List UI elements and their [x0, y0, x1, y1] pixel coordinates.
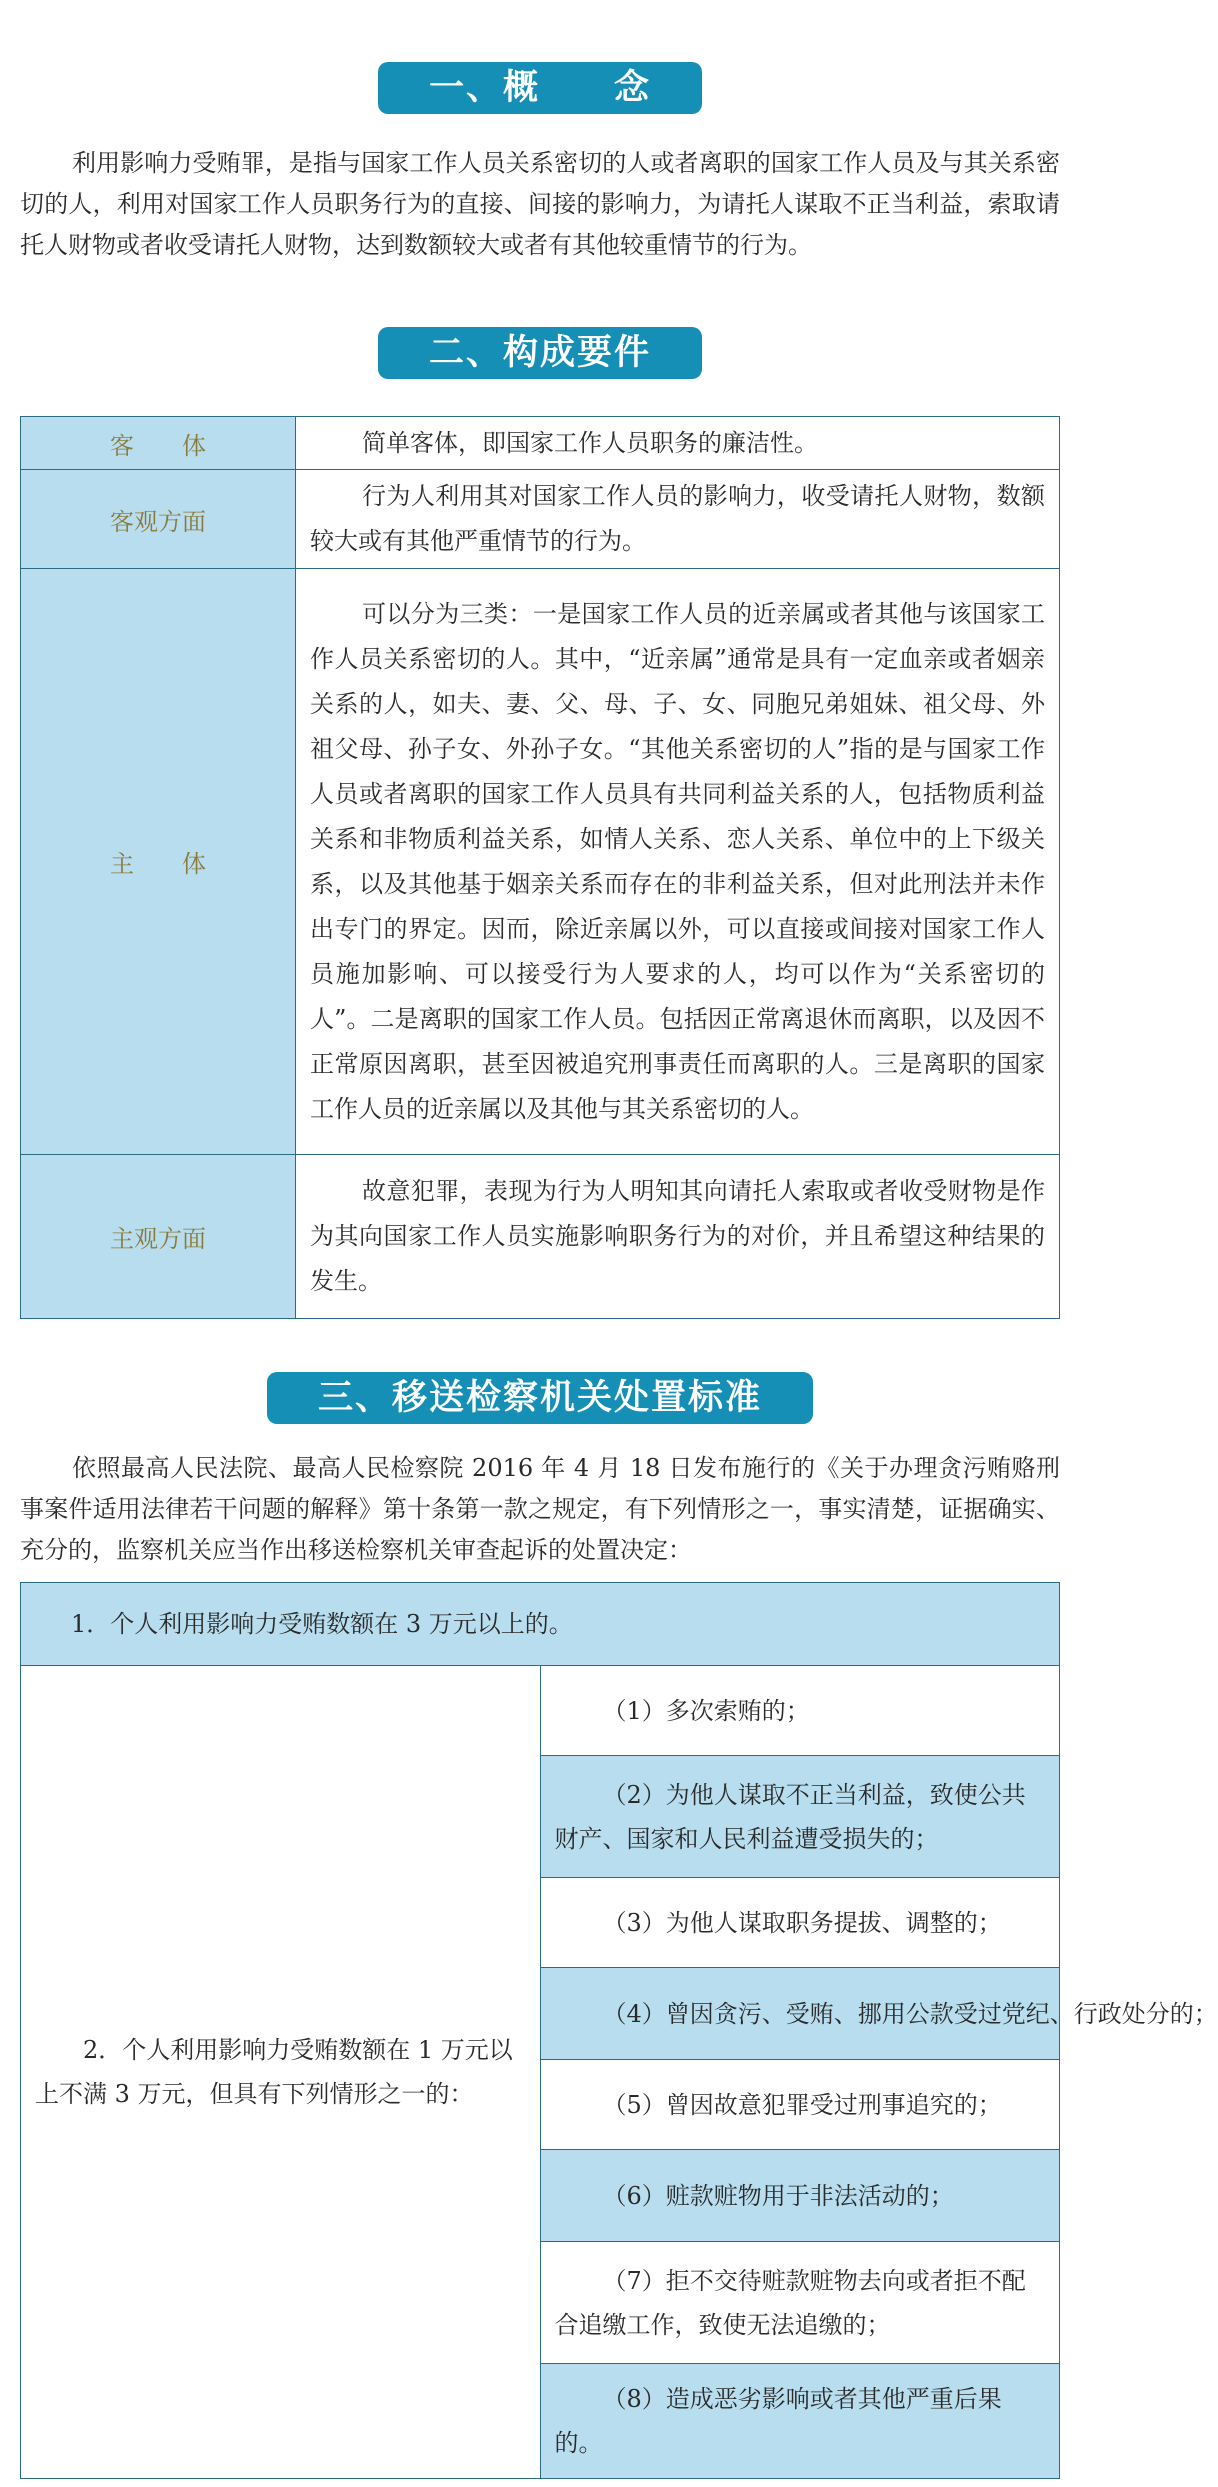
- sub-item-text: （1）多次索贿的；: [602, 1696, 810, 1725]
- sub-item-text: （8）造成恶劣影响或者其他严重后果的。: [554, 2385, 1002, 2457]
- row-text: 故意犯罪，表现为行为人明知其向请托人索取或者收受财物是作为其向国家工作人员实施影响职务行为的对价，并且希望这种结果的发生。: [310, 1177, 1045, 1295]
- standards-table: [20, 1582, 1218, 2479]
- sub-item-text: （3）为他人谋取职务提拔、调整的；: [602, 1908, 1002, 1937]
- sub-item-text: （7）拒不交待赃款赃物去向或者拒不配合追缴工作，致使无法追缴的；: [554, 2266, 1026, 2339]
- table-row: [21, 1666, 1060, 1756]
- sub-item-2: [540, 1756, 1060, 1878]
- item-2-text: 2．个人利用影响力受贿数额在 1 万元以上不满 3 万元，但具有下列情形之一的：: [35, 2036, 513, 2108]
- sub-item-4: [540, 1968, 1218, 2060]
- table-row: [21, 1583, 1060, 1666]
- sub-item-6: [540, 2150, 1060, 2242]
- sub-item-1: [540, 1666, 1060, 1756]
- sub-item-text: （2）为他人谋取不正当利益，致使公共财产、国家和人民利益遭受损失的；: [554, 1780, 1026, 1853]
- section1-text: 利用影响力受贿罪，是指与国家工作人员关系密切的人或者离职的国家工作人员及与其关系密切的人，利用对国家工作人员职务行为的直接、间接的影响力，为请托人谋取不正当利益，索取请托人财物或者收受请托人财物，达到数额较大或者有其他较重情节的行为。: [20, 149, 1060, 259]
- row-label-subjective: 主观方面: [21, 1155, 296, 1319]
- row-label-object: 客 体: [21, 417, 296, 470]
- row-value-objective: [296, 470, 1060, 569]
- row-value-subject: [296, 569, 1060, 1155]
- sub-item-7: [540, 2242, 1060, 2364]
- table-row: [21, 417, 1060, 470]
- sub-item-3: [540, 1878, 1060, 1968]
- sub-item-text: （6）赃款赃物用于非法活动的；: [602, 2181, 954, 2210]
- row-label-objective: 客观方面: [21, 470, 296, 569]
- section3-text: 依照最高人民法院、最高人民检察院 2016 年 4 月 18 日发布施行的《关于办理贪污贿赂刑事案件适用法律若干问题的解释》第十条第一款之规定，有下列情形之一，事实清楚，证据确实、充分的，监察机关应当作出移送检察机关审查起诉的处置决定：: [20, 1454, 1060, 1564]
- row-value-object: [296, 417, 1060, 470]
- section1-heading: 一、概 念: [378, 62, 702, 114]
- sub-item-text: （5）曾因故意犯罪受过刑事追究的；: [602, 2090, 1002, 2119]
- section2-heading: 二、构成要件: [378, 327, 702, 379]
- row-value-subjective: [296, 1155, 1060, 1319]
- table-row: [21, 569, 1060, 1155]
- section3-heading: 三、移送检察机关处置标准: [267, 1372, 813, 1424]
- row-text: 简单客体，即国家工作人员职务的廉洁性。: [362, 428, 818, 457]
- table-row: [21, 1155, 1060, 1319]
- item-2-lead: [21, 1666, 541, 2479]
- row-text: 行为人利用其对国家工作人员的影响力，收受请托人财物，数额较大或有其他严重情节的行为。: [310, 482, 1045, 555]
- sub-item-8: [540, 2364, 1060, 2479]
- sub-item-5: [540, 2060, 1060, 2150]
- item-1: 1．个人利用影响力受贿数额在 3 万元以上的。: [21, 1583, 1060, 1666]
- row-label-subject: 主 体: [21, 569, 296, 1155]
- sub-item-text: （4）曾因贪污、受贿、挪用公款受过党纪、行政处分的；: [602, 1999, 1218, 2028]
- elements-table: [20, 416, 1060, 1319]
- row-text: 可以分为三类：一是国家工作人员的近亲属或者其他与该国家工作人员关系密切的人。其中，“近亲属”通常是具有一定血亲或者姻亲关系的人，如夫、妻、父、母、子、女、同胞兄弟姐妹、祖父母、外祖父母、孙子女、外孙子女。“其他关系密切的人”指的是与国家工作人员或者离职的国家工作人员具有共同利益关系的人，包括物质利益关系和非物质利益关系，如情人关系、恋人关系、单位中的上下级关系，以及其他基于姻亲关系而存在的非利益关系，但对此刑法并未作出专门的界定。因而，除近亲属以外，可以直接或间接对国家工作人员施加影响、可以接受行为人要求的人，均可以作为“关系密切的人”。二是离职的国家工作人员。包括因正常离退休而离职，以及因不正常原因离职，甚至因被追究刑事责任而离职的人。三是离职的国家工作人员的近亲属以及其他与其关系密切的人。: [310, 599, 1045, 1123]
- table-row: [21, 470, 1060, 569]
